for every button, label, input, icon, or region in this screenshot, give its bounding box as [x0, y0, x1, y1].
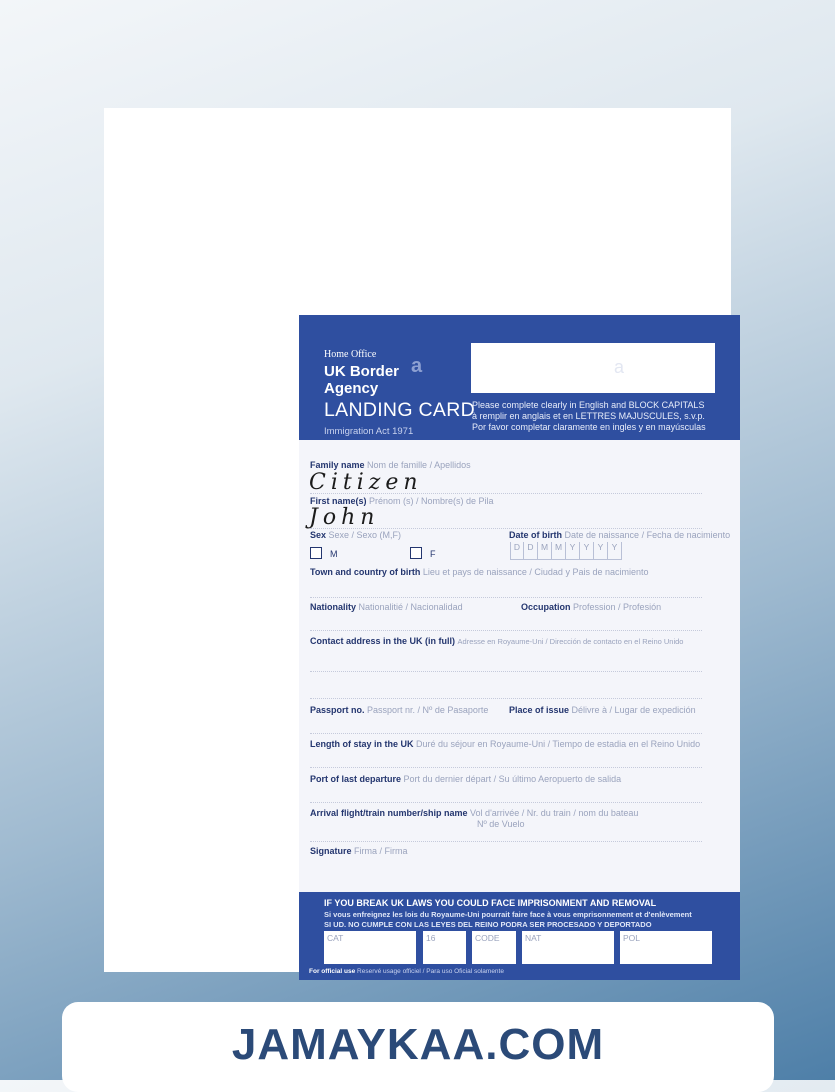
dob-box[interactable]: Y	[594, 542, 608, 560]
address-line-2	[310, 698, 702, 699]
header-mark: a	[411, 355, 423, 377]
reference-box	[471, 343, 715, 393]
official-box-16: 16	[423, 931, 466, 964]
stay-length-line	[310, 767, 702, 768]
sex-m-label: M	[330, 549, 338, 559]
dob-label: Date of birth Date de naissance / Fecha de nacimiento	[509, 530, 731, 540]
official-box-cat: CAT	[324, 931, 416, 964]
scan-paper	[104, 108, 731, 975]
arrival-label: Arrival flight/train number/ship name Vol d'arrivée / Nr. du train / nom du bateau	[310, 808, 639, 818]
occupation-label: Occupation Profession / Profesión	[521, 602, 662, 612]
dob-box[interactable]: D	[510, 542, 524, 560]
sex-f-label: F	[430, 549, 436, 559]
agency-name: UK Border Agency	[324, 363, 400, 397]
dob-box[interactable]: M	[538, 542, 552, 560]
instructions	[472, 400, 736, 433]
dob-box[interactable]: M	[552, 542, 566, 560]
first-name-line	[310, 528, 702, 529]
instruction-en: Please complete clearly in English and BLOCK CAPITALS	[472, 400, 705, 410]
reference-mark: a	[614, 357, 625, 377]
sex-m-checkbox[interactable]	[310, 547, 322, 559]
nationality-line	[310, 630, 702, 631]
instruction-es: Por favor completar claramente en ingles y en mayúsculas	[472, 422, 706, 432]
dob-box[interactable]: D	[524, 542, 538, 560]
last-port-line	[310, 802, 702, 803]
warning-es: SI UD. NO CUMPLE CON LAS LEYES DEL REINO PODRA SER PROCESADO Y DEPORTADO	[324, 920, 652, 929]
card-title: LANDING CARD	[324, 399, 475, 421]
signature-label: Signature Firma / Firma	[310, 846, 408, 856]
official-box-nat: NAT	[522, 931, 614, 964]
family-name-value[interactable]: Citizen	[309, 470, 423, 495]
address-line-1	[310, 671, 702, 672]
first-name-value[interactable]: John	[309, 505, 380, 530]
family-name-line	[310, 493, 702, 494]
watermark-banner	[62, 1002, 774, 1092]
warning-en: IF YOU BREAK UK LAWS YOU COULD FACE IMPRISONMENT AND REMOVAL	[324, 898, 657, 908]
official-box-code: CODE	[472, 931, 516, 964]
dob-box[interactable]: Y	[566, 542, 580, 560]
first-name-label: First name(s) Prénom (s) / Nombre(s) de Pila	[310, 496, 494, 506]
dob-boxes[interactable]	[510, 542, 622, 560]
sex-label: Sex Sexe / Sexo (M,F)	[310, 530, 402, 540]
last-port-label: Port of last departure Port du dernier départ / Su último Aeropuerto de salida	[310, 774, 622, 784]
warning-fr: Si vous enfreignez les lois du Royaume-Uni pourrait faire face à vous emprisonnement et d'enlèvement	[324, 910, 692, 919]
dob-box[interactable]: Y	[608, 542, 622, 560]
nationality-label: Nationality Nationalitié / Nacionalidad	[310, 602, 463, 612]
address-label: Contact address in the UK (in full) Adresse en Royaume-Uni / Dirección de contacto en el Reino Unido	[310, 636, 684, 646]
birthplace-line	[310, 597, 702, 598]
watermark-text: JAMAYKAA.COM	[231, 1020, 605, 1069]
landing-card	[299, 315, 740, 980]
card-footer	[299, 892, 740, 980]
act-label: Immigration Act 1971	[324, 426, 414, 437]
card-header	[299, 315, 740, 440]
family-name-label: Family name Nom de famille / Apellidos	[310, 460, 471, 470]
arrival-translation-2: Nº de Vuelo	[477, 819, 525, 829]
home-office-logo: Home Office	[324, 349, 377, 360]
birthplace-label: Town and country of birth Lieu et pays de naissance / Ciudad y Pais de nacimiento	[310, 567, 649, 577]
arrival-line	[310, 841, 702, 842]
official-box-pol: POL	[620, 931, 712, 964]
sex-f-checkbox[interactable]	[410, 547, 422, 559]
stay-length-label: Length of stay in the UK Duré du séjour en Royaume-Uni / Tiempo de estadia en el Reino Unido	[310, 739, 701, 749]
issue-place-label: Place of issue Délivre à / Lugar de expedición	[509, 705, 696, 715]
passport-label: Passport no. Passport nr. / Nº de Pasaporte	[310, 705, 489, 715]
official-use-label: For official use Reservé usage officiel / Para uso Oficial solamente	[309, 968, 504, 975]
passport-line	[310, 733, 702, 734]
instruction-fr: à remplir en anglais et en LETTRES MAJUSCULES, s.v.p.	[472, 411, 705, 421]
dob-box[interactable]: Y	[580, 542, 594, 560]
